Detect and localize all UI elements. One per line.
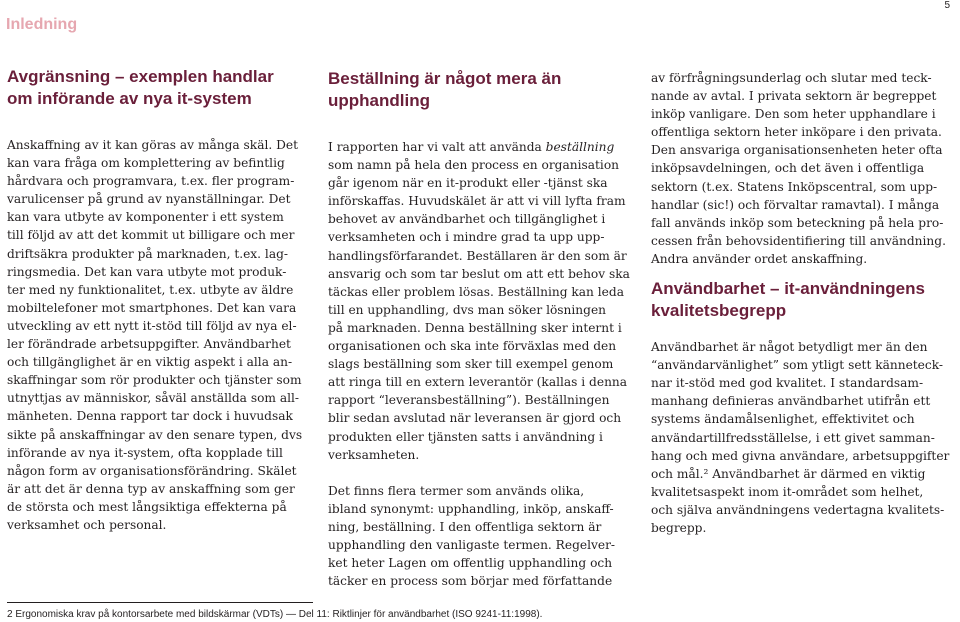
text-line: driftsäkra produkter på marknaden, t.ex. lag- <box>7 246 289 261</box>
text-line: de största och mest långsiktiga effekterna på <box>7 499 287 514</box>
text-line: användartillfredsställelse, i ett givet samman- <box>651 430 935 445</box>
running-head: Inledning <box>6 16 78 33</box>
text-line: mobiltelefoner mot smartphones. Det kan vara <box>7 300 297 315</box>
text-line: hang och med givna användare, arbetsuppgifter <box>651 448 950 463</box>
text-line: kan vara fråga om komplettering av befintlig <box>7 156 285 171</box>
text-line: verksamheten och i mindre grad ta upp upp- <box>328 230 605 245</box>
text-line: verksamheten. <box>328 447 420 462</box>
heading-line: Beställning är något mera än <box>328 69 562 88</box>
text-line: Det finns flera termer som används olika, <box>328 483 585 498</box>
paragraph-body <box>651 69 951 268</box>
text-line: kan vara utbyte av komponenter i ett system <box>7 210 284 225</box>
text-line: ibland synonymt: upphandling, inköp, anskaff- <box>328 501 614 516</box>
text-line: täckas eller problem lösas. Beställning kan leda <box>328 284 624 299</box>
text-line: ning, beställning. I den offentliga sektorn är <box>328 519 602 534</box>
text-line: ter med ny funktionalitet, t.ex. utbyte av äldre <box>7 282 294 297</box>
text-line: mänheten. Denna rapport tar dock i huvudsak <box>7 409 293 424</box>
text-line: införskaffas. Huvudskälet är att vi vill lyfta fram <box>328 194 626 209</box>
section-heading-bestallning <box>328 68 618 112</box>
text-line: organisationen och ska inte förväxlas med den <box>328 339 617 354</box>
footnote: 2 Ergonomiska krav på kontorsarbete med bildskärmar (VDTs) — Del 11: Riktlinjer för användbarhet (ISO 9241-11:1998). <box>7 609 543 620</box>
text-line: på marknaden. Denna beställning sker internt i <box>328 320 622 335</box>
paragraph-body <box>328 156 630 464</box>
text-line: kvalitetsaspekt inom it-området som helhet, <box>651 484 924 499</box>
text-line: och själva användningens vedertagna kvalitets- <box>651 502 945 517</box>
text-line: inköpsavdelningen, och det även i offentliga <box>651 161 925 176</box>
text-line: ansvarig och som tar beslut om att ett behov ska <box>328 266 630 281</box>
heading-line: upphandling <box>328 91 430 110</box>
text-line: ler förändrade arbetsuppgifter. Användbarhet <box>7 337 291 352</box>
page-number: 5 <box>944 0 950 11</box>
heading-line: Användbarhet – it-användningens <box>651 279 925 299</box>
text-line: upphandling den vanligaste termen. Regelver- <box>328 537 616 552</box>
text-line: hårdvara och programvara, t.ex. fler program- <box>7 174 295 189</box>
text-line: till följd av att det kommit ut billigare och mer <box>7 228 295 243</box>
text-line: utnyttjas av människor, såväl anställda som all- <box>7 391 300 406</box>
emphasis-term: beställning <box>545 140 615 154</box>
text-line: cessen från behovsidentifiering till användning. <box>651 233 946 248</box>
text-line: handlar (sic!) och förvaltar ramavtal). I många <box>651 197 940 212</box>
text-line: fall används inköp som beteckning på hela pro- <box>651 215 944 230</box>
text-line: offentliga sektorn heter inköpare i den privata. <box>651 125 942 140</box>
text-line: inköp vanligare. Den som heter upphandlare i <box>651 107 936 122</box>
text-line: handlingsförfarandet. Beställaren är den som är <box>328 248 627 263</box>
paragraph-body <box>7 136 303 534</box>
text-line: rapport “leveransbeställning”). Beställningen <box>328 393 610 408</box>
text-line: täcker en process som börjar med författande <box>328 574 613 589</box>
text-line: utveckling av ett nytt it-stöd till följd av nya el- <box>7 318 297 333</box>
text-line: att ringa till en extern leverantör (kallas i denna <box>328 375 628 390</box>
text-line: skaffningar som rör produkter och tjänster som <box>7 373 302 388</box>
text-line: går igenom när en it-produkt eller -tjänst ska <box>328 176 608 191</box>
heading-line: kvalitetsbegrepp <box>651 301 787 321</box>
text-line: nar it-stöd med god kvalitet. I standardsam- <box>651 376 924 391</box>
text-line: produkten eller tjänsten satts i användning i <box>328 429 603 444</box>
column-1 <box>7 66 303 534</box>
footnote-rule <box>7 602 313 603</box>
text-line: är att det är denna typ av anskaffning som ger <box>7 481 295 496</box>
text-line <box>328 138 618 156</box>
column-3 <box>651 69 951 537</box>
text-line: manhang definieras användbarhet utifrån ett <box>651 394 931 409</box>
heading-line: Avgränsning – exemplen handlar <box>7 67 274 86</box>
column-2 <box>328 68 630 590</box>
text-line: av förfrågningsunderlag och slutar med teck- <box>651 71 932 85</box>
text-segment: I rapporten har vi valt att använda <box>328 140 546 154</box>
text-line: någon form av organisationsförändring. Skälet <box>7 463 297 478</box>
text-line: och tillgänglighet är en viktig aspekt i alla an- <box>7 355 293 370</box>
text-line: till en upphandling, dvs man söker lösningen <box>328 302 607 317</box>
text-line: systems ändamålsenlighet, effektivitet och <box>651 412 915 427</box>
text-line: varulicenser på grund av nyanställningar. Det <box>7 192 291 207</box>
text-line: införande av nya it-system, ofta kopplade till <box>7 445 283 460</box>
paragraph-body <box>651 338 951 537</box>
text-line: verksamhet och personal. <box>7 517 167 532</box>
heading-line: om införande av nya it-system <box>7 89 252 108</box>
text-line: slags beställning som sker till exempel genom <box>328 357 614 372</box>
text-line: sikte på anskaffningar av den senare typen, dvs <box>7 427 303 442</box>
text-line: Användbarhet är något betydligt mer än den <box>651 340 928 355</box>
text-line: Anskaffning av it kan göras av många skäl. Det <box>7 138 298 152</box>
section-heading-anvandbarhet <box>651 278 951 322</box>
text-line: och mål.² Användbarhet är därmed en viktig <box>651 466 926 481</box>
text-line: behovet av användbarhet och tillgänglighet i <box>328 212 606 227</box>
text-line: nande av avtal. I privata sektorn är begreppet <box>651 89 937 104</box>
text-line: blir sedan avslutad när leveransen är gjord och <box>328 411 622 426</box>
text-line: “användarvänlighet” som ytligt sett känneteck- <box>651 358 943 373</box>
text-line: ringsmedia. Det kan vara utbyte mot produk- <box>7 264 287 279</box>
text-line: ket heter Lagen om offentlig upphandling och <box>328 556 613 571</box>
text-line: som namn på hela den process en organisation <box>328 158 620 173</box>
text-line: begrepp. <box>651 520 707 535</box>
paragraph-body <box>328 482 618 591</box>
text-line: Den ansvariga organisationsenheten heter ofta <box>651 143 943 158</box>
section-heading-avgransning <box>7 66 293 110</box>
text-line: Andra använder ordet anskaffning. <box>651 251 868 266</box>
text-line: sektorn (t.ex. Statens Inköpscentral, som upp- <box>651 179 938 194</box>
